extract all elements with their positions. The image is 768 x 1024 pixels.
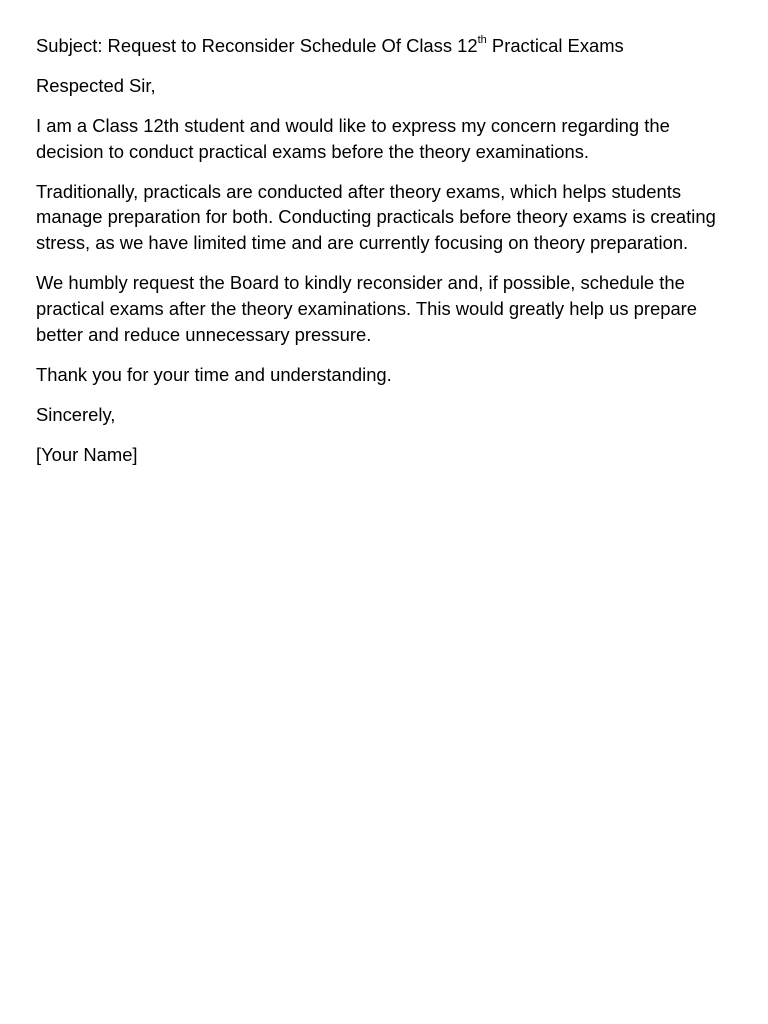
signature-placeholder: [Your Name] [36,443,138,465]
salutation: Respected Sir, [36,75,156,96]
body-paragraph-3: We humbly request the Board to kindly reconsider and, if possible, schedule the practical exams after the theory examinations. This would greatly help us prepare better and reduce unnecessary pressure. [36,272,698,345]
subject-prefix: Subject: Request to Reconsider Schedule Of Class 12 [36,35,478,56]
subject-line [36,33,740,59]
closing-line: Sincerely, [36,403,116,425]
body-paragraph-2: Traditionally, practicals are conducted after theory exams, which helps students manage preparation for both. Conducting practicals before theory exams is creating stress, as we have limited time and are currently focusing on theory preparation. [36,180,716,254]
thanks-line: Thank you for your time and understanding. [36,363,392,385]
body-paragraph-1: I am a Class 12th student and would like to express my concern regarding the decision to conduct practical exams before the theory examinations. [36,115,670,162]
subject-suffix: Practical Exams [486,35,624,56]
subject-superscript: th [477,33,487,46]
